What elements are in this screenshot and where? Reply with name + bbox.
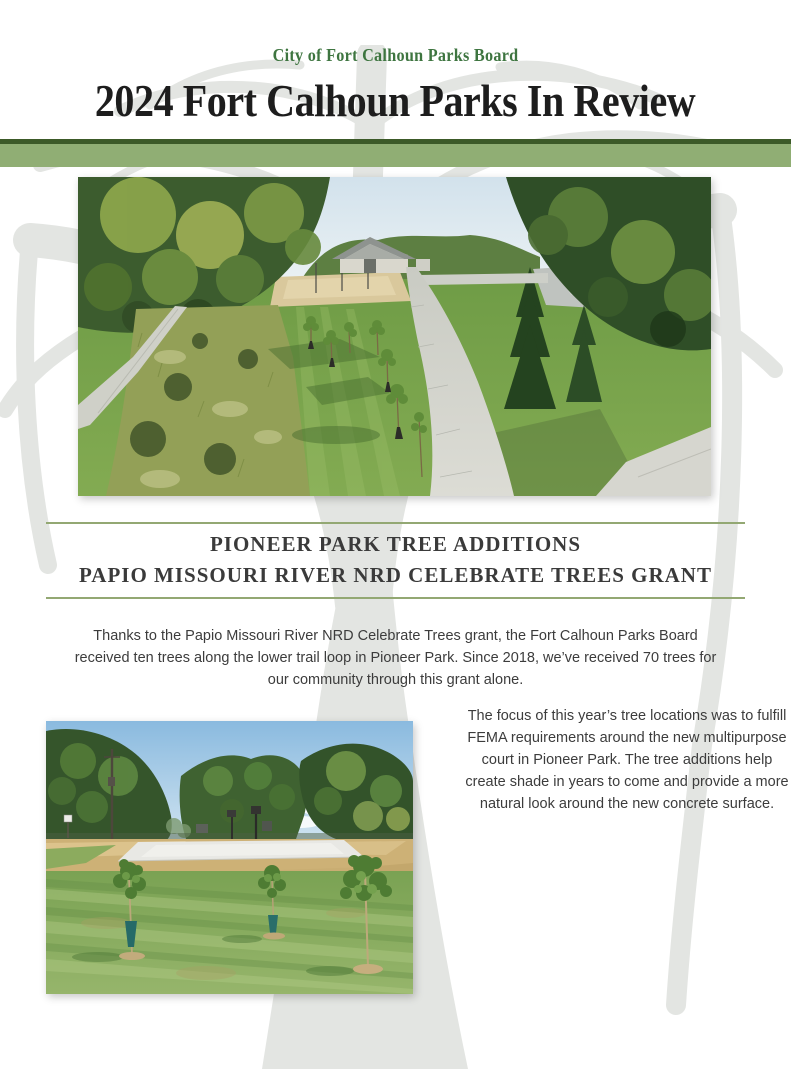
- focus-paragraph: The focus of this year’s tree locations was to fulfill FEMA requirements around the new multipurpose court in Pioneer Park. The tree additions help create shade in years to come and provide a more natural look around the new concrete surface.: [465, 708, 789, 812]
- header-divider-bar: [0, 139, 791, 167]
- page-title-text: 2024 Fort Calhoun Parks In Review: [95, 75, 696, 126]
- trail-photo: [78, 177, 711, 496]
- kicker-text: City of Fort Calhoun Parks Board: [272, 45, 519, 65]
- section-rule-bottom: [46, 597, 745, 599]
- kicker: [0, 45, 791, 66]
- page-title: [0, 74, 791, 127]
- newsletter-page: [0, 45, 791, 1010]
- section-heading-line1: PIONEER PARK TREE ADDITIONS: [209, 532, 582, 556]
- section-rule-top: [46, 522, 745, 524]
- header-divider-light-stripe: [0, 144, 791, 167]
- section-heading-line2: PAPIO MISSOURI RIVER NRD CELEBRATE TREES GRANT: [79, 563, 712, 587]
- intro-paragraph: Thanks to the Papio Missouri River NRD Celebrate Trees grant, the Fort Calhoun Parks Board received ten trees along the lower trail loop in Pioneer Park. Since 2018, we’ve received 70 trees for our community through this grant alone.: [74, 628, 717, 688]
- court-section: [0, 705, 791, 1010]
- court-photo: [46, 721, 413, 994]
